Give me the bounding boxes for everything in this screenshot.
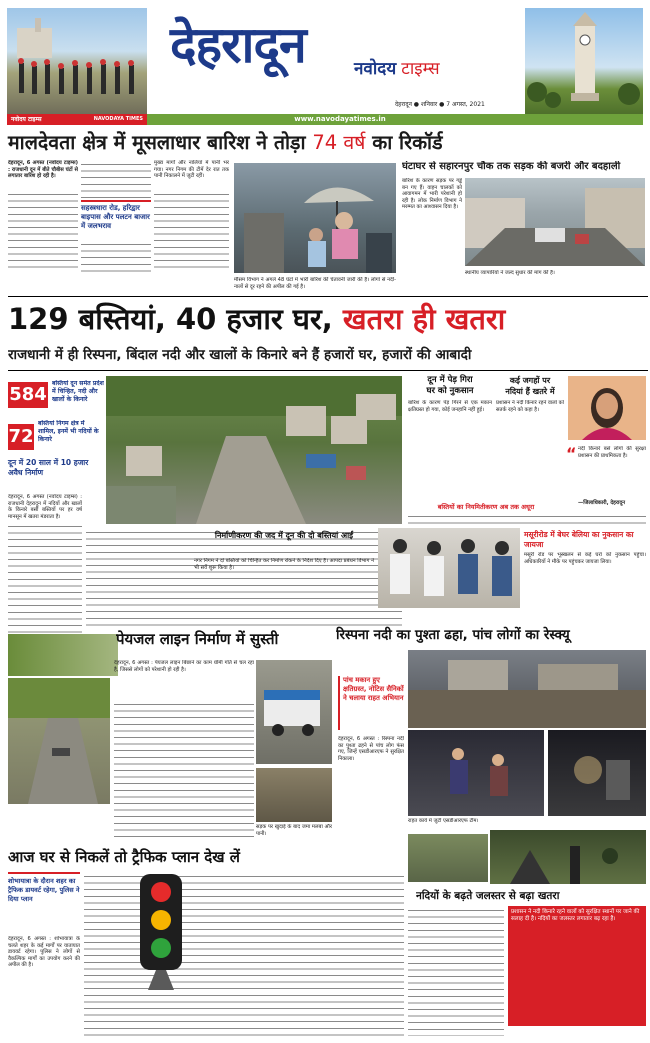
lead-col-3: मुख्य मार्गों और नालियों में पानी भर गया। नगर निगम की टीमें देर रात तक पानी निकालने में जुटी रहीं। — [154, 160, 229, 180]
traffic-body: देहरादून, 6 अगस्त : शोभायात्रा के चलते शहर के कई मार्गों पर यातायात डायवर्ट रहेगा। पुलिस ने लोगों से वैकल्पिक मार्गों का उपयोग करने की अपील की है। — [8, 936, 80, 969]
badge-small-label: NAVODAYA TIMES — [93, 116, 143, 122]
river-flow-box: प्रशासन ने नदी किनारे रहने वालों को सुरक्षित स्थानों पर जाने की सलाह दी है। नदियों का जलस्तर लगातार बढ़ रहा है। — [508, 906, 646, 1026]
lead-col-2-fill — [81, 160, 151, 198]
fact-num-1: 584 — [8, 382, 48, 408]
banner-subhead: राजधानी में ही रिस्पना, बिंदाल नदी और खालों के किनारे बने हैं हजारों घर, हजारों की आबादी — [8, 347, 472, 363]
quote-text: नदी किनारे बसे लोगों की सुरक्षा प्रशासन की प्राथमिकता है। — [578, 446, 646, 459]
divider-1 — [8, 296, 648, 297]
quote-author: —जिलाधिकारी, देहरादून — [578, 500, 625, 506]
river-flow-photo — [408, 834, 488, 882]
construction-body: नगर निगम ने दो बस्तियों को चिन्हित कर निर्माण रोकने के निर्देश दिए हैं। आपदा प्रबंधन विभाग ने भी सर्वे शुरू किया है। — [194, 558, 374, 571]
river-box-body-1: बारिश के कारण पेड़ गिरने से एक मकान क्षतिग्रस्त हो गया, कोई जनहानि नहीं हुई। — [408, 400, 492, 413]
masthead-brand — [354, 56, 514, 88]
lead-photo-umbrella — [234, 163, 396, 273]
rispana-body: देहरादून, 6 अगस्त : रिस्पना नदी का पुश्ता ढहने से पांच लोग फंस गए, जिन्हें एसडीआरएफ ने सुरक्षित निकाला। — [338, 736, 404, 762]
river-flow-headline: नदियों के बढ़ते जलस्तर से बढ़ा खतरा — [416, 890, 560, 902]
meeting-photo — [378, 528, 520, 608]
badge-left-label: नवोदय टाइम्स — [11, 116, 42, 123]
construction-headline: निर्माणीकरण की जद में दून की दो बस्तियां आईं — [214, 531, 354, 540]
banner-photo-slum — [106, 376, 402, 524]
lead-col-4: मौसम विभाग ने अगले 48 घंटों में भारी बारिश की चेतावनी जारी की है। लोगों से नदी-नालों से दूर रहने की अपील की गई है। — [234, 277, 396, 290]
masthead-left-photo — [7, 8, 147, 116]
fact-num-2: 72 — [8, 424, 34, 450]
traffic-light-icon — [134, 874, 188, 990]
lead-dateline: देहरादून, 6 अगस्त (नवोदय टाइम्स) : राजधानी दून में बीते चौबीस घंटों से लगातार बारिश हो रही है। — [8, 160, 78, 180]
fact-text-2: बस्तियां निगम क्षेत्र में शामिल, इनमें भी नदियों के किनारे — [38, 420, 99, 443]
water-body: देहरादून, 6 अगस्त : पेयजल लाइन बिछाने का काम धीमी गति से चल रहा है, जिससे लोगों को परेशानी हो रही है। — [114, 660, 254, 673]
lead-col-1-fill — [8, 190, 78, 272]
banner-headline — [8, 300, 648, 338]
banner-headline-part2: खतरा ही खतरा — [342, 302, 506, 336]
clock-story-body: बारिश के कारण सड़क पर गड्ढे बन गए हैं। वाहन चालकों को आवागमन में भारी परेशानी हो रही है। लोक निर्माण विभाग ने मरम्मत का आश्वासन दिया है। — [402, 178, 462, 211]
water-body-fill — [114, 700, 254, 840]
brand-navoday: नवोदय — [354, 59, 397, 79]
clock-story-headline: घंटाघर से सहारनपुर चौक तक सड़क की बजरी और बदहाली — [402, 161, 621, 172]
mid-red-line: बस्तियों का नियमितीकरण अब तक अधूरा — [437, 503, 535, 511]
lead-headline-pre: मालदेवता क्षेत्र में मूसलाधार बारिश ने तोड़ा — [8, 131, 306, 154]
mid-text-fill — [408, 512, 646, 526]
traffic-headline: आज घर से निकलें तो ट्रैफिक प्लान देख लें — [8, 848, 240, 866]
river-flow-left-fill — [408, 906, 504, 1036]
divider-2 — [8, 370, 648, 371]
rispana-headline: रिस्पना नदी का पुश्ता ढहा, पांच लोगों का रेस्क्यू — [336, 627, 570, 643]
banner-body-col-1: देहरादून, 6 अगस्त (नवोदय टाइम्स) : राजधानी देहरादून में नदियों और खालों के किनारे बसी बस्तियों पर हर वर्ष मानसून में खतरा मंडराता है। — [8, 494, 82, 520]
water-caption: सड़क पर खुदाई के बाद जमा मलबा और पानी। — [256, 824, 332, 837]
fact-text-1: बस्तियां दून समेत प्रदेश में चिन्हित, नदी और खालों के किनारे — [52, 380, 104, 403]
lead-headline-post: का रिकॉर्ड — [372, 131, 443, 154]
river-flow-photo-2 — [490, 830, 646, 884]
website[interactable]: www.navodayatimes.in — [294, 115, 386, 123]
water-photo-street — [8, 678, 110, 804]
masthead-badge — [7, 114, 147, 125]
brand-times: टाइम्स — [401, 59, 440, 79]
lead-headline — [8, 128, 648, 158]
right-story-headline: मसूरीरोड में बेघर बेलिया का नुकसान का जायजा — [524, 530, 634, 549]
banner-headline-part1: 129 बस्तियां, 40 हजार घर, — [8, 302, 333, 336]
water-header-photo — [8, 634, 118, 676]
river-box-body-2: प्रशासन ने नदी किनारे रहने वालों को सतर्क रहने को कहा है। — [496, 400, 564, 413]
quote-mark: “ — [566, 444, 577, 463]
traffic-body-fill — [84, 872, 404, 1036]
lead-col-2-fill-b — [81, 240, 151, 272]
masthead-title: देहरादून — [170, 15, 306, 74]
lead-sub-box: सहस्त्रधारा रोड, हरिद्वार बाइपास और पलटन बाजार में जलभराव — [81, 200, 151, 236]
clock-story-body-2: स्थानीय व्यापारियों ने जल्द सुधार की मांग की है। — [465, 270, 555, 276]
lead-headline-num: 74 वर्ष — [312, 131, 366, 154]
water-photo-mud — [256, 768, 332, 822]
dateline: देहरादून ● शनिवार ● 7 अगस्त, 2021 — [395, 101, 485, 108]
traffic-side-box: शोभायात्रा के दौरान शहर का ट्रैफिक डायवर्ट रहेगा, पुलिस ने दिया प्लान — [8, 872, 80, 932]
river-box-head-1: दून में पेड़ गिरा घर को नुकसान — [426, 375, 474, 396]
clock-story-photo — [465, 178, 645, 266]
facts-note: दून में 20 साल में 10 हजार अवैध निर्माण — [8, 458, 89, 477]
masthead-right-photo — [525, 8, 643, 116]
water-headline: पेयजल लाइन निर्माण में सुस्ती — [116, 630, 279, 648]
rispana-photo-wall — [408, 650, 646, 728]
rispana-photo-rescue — [408, 730, 544, 816]
rispana-red-box: पांच मकान हुए क्षतिग्रस्त, नोटिस सैनिकों ने चलाया राहत अभियान — [338, 676, 404, 730]
water-photo-truck — [256, 660, 332, 764]
lead-col-3-fill — [154, 190, 229, 272]
rispana-caption: राहत कार्य में जुटी एसडीआरएफ टीम। — [408, 818, 479, 824]
banner-body-col-1-fill — [8, 522, 82, 634]
river-box-head-2: कई जगहों पर नदियां हैं खतरे में — [505, 376, 555, 396]
official-portrait — [568, 376, 646, 440]
right-story-body: मसूरी रोड पर भूस्खलन से कई घरों को नुकसान पहुंचा। अधिकारियों ने मौके पर पहुंचकर जायजा लिया। — [524, 552, 646, 565]
rispana-photo-night — [548, 730, 646, 816]
